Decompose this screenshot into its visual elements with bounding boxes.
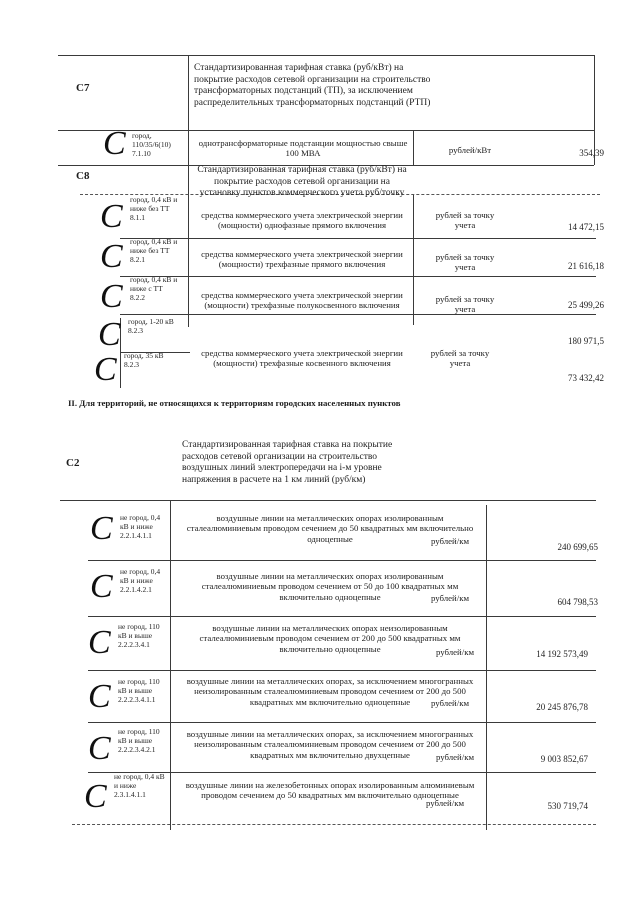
c-letter: С xyxy=(88,730,111,767)
rule-line xyxy=(120,238,596,239)
row-unit: рублей/км xyxy=(435,752,475,762)
row-value: 20 245 876,78 xyxy=(536,702,588,712)
row-unit: рублей за точку учета xyxy=(430,348,490,369)
rule-line xyxy=(120,276,596,277)
row-value: 354,39 xyxy=(579,148,604,158)
c-letter: С xyxy=(103,125,126,162)
row-unit: рублей/км xyxy=(435,647,475,657)
c-letter: С xyxy=(98,316,121,353)
rule-line xyxy=(88,670,596,671)
c-letter: С xyxy=(90,568,113,605)
row-description: воздушные линии на металлических опорах изолированным сталеалюминиевым проводом сечением от 50 до 100 квадратных мм включительно одноцепные xyxy=(201,571,459,602)
row-value: 73 432,42 xyxy=(568,373,604,383)
row-value: 180 971,5 xyxy=(568,336,604,346)
row-unit: рублей/км xyxy=(430,536,470,546)
rule-line xyxy=(170,500,171,830)
c-letter: С xyxy=(90,510,113,547)
rule-line xyxy=(88,616,596,617)
rule-line xyxy=(413,130,414,165)
section-code: С8 xyxy=(76,170,90,182)
c-letter: С xyxy=(100,238,123,275)
row-description: средства коммерческого учета электрической энергии (мощности) однофазные прямого включения xyxy=(201,210,403,231)
rule-line xyxy=(72,824,596,825)
row-value: 240 699,65 xyxy=(557,542,598,552)
rule-line xyxy=(120,314,596,315)
row-value: 14 472,15 xyxy=(568,222,604,232)
c-letter: С xyxy=(88,624,111,661)
section-heading: II. Для территорий, не относящихся к территориям городских населенных пунктов xyxy=(68,398,401,408)
row-description: средства коммерческого учета электрической энергии (мощности) трехфазные прямого включения xyxy=(201,249,403,270)
row-label: город, 0,4 кВ и ниже с ТТ 8.2.2 xyxy=(130,275,178,302)
row-value: 9 003 852,67 xyxy=(540,754,588,764)
row-label: город, 0,4 кВ и ниже без ТТ 8.2.1 xyxy=(130,237,178,264)
section-title: Стандартизированная тарифная ставка на покрытие расходов сетевой организации на строительство воздушных линий электропередачи на i-м уровне напряжения в расчете на 1 км линий (руб/км) xyxy=(182,440,393,485)
row-label: город, 110/35/6(10) 7.1.10 xyxy=(132,131,171,158)
section-code: С2 xyxy=(66,457,80,469)
c-letter: С xyxy=(100,198,123,235)
row-label: не город, 0,4 кВ и ниже 2.2.1.4.1.1 xyxy=(120,513,161,540)
row-label: город, 35 кВ 8.2.3 xyxy=(124,351,164,369)
section-title: Стандартизированная тарифная ставка (руб/кВт) на покрытие расходов сетевой организации на установку пунктов коммерческого учета руб/точку xyxy=(197,165,407,198)
row-description: воздушные линии на железобетонных опорах изолированным алюминиевым проводом сечением до 50 квадратных мм включительно одноцепные xyxy=(185,780,475,801)
c-letter: С xyxy=(100,278,123,315)
row-value: 25 499,26 xyxy=(568,300,604,310)
c-letter: С xyxy=(88,678,111,715)
row-description: средства коммерческого учета электрической энергии (мощности) трехфазные полукосвенного включения xyxy=(201,290,403,311)
section-code: С7 xyxy=(76,82,90,94)
row-label: не город, 110 кВ и выше 2.2.2.3.4.2.1 xyxy=(118,727,160,754)
row-label: не город, 110 кВ и выше 2.2.2.3.4.1.1 xyxy=(118,677,160,704)
c-letter: С xyxy=(94,351,117,388)
row-description: однотрансформаторные подстанции мощностью свыше 100 МВА xyxy=(198,138,408,159)
section-title: Стандартизированная тарифная ставка (руб/кВт) на покрытие расходов сетевой организации на строительство трансформаторных подстанций (ТП), за исключением распределительных трансформаторных подстанций (РТП) xyxy=(194,63,431,108)
c-letter: С xyxy=(84,778,107,815)
row-unit: рублей/км xyxy=(430,698,470,708)
row-description: воздушные линии на металлических опорах, за исключением многогранных неизолированным сталеалюминиевым проводом сечением от 200 до 500 квадратных мм включительно двухцепные xyxy=(186,729,474,760)
row-label: не город, 110 кВ и выше 2.2.2.3.4.1 xyxy=(118,622,160,649)
row-unit: рублей за точку учета xyxy=(435,252,495,273)
row-unit: рублей за точку учета xyxy=(435,210,495,231)
row-description: средства коммерческого учета электрической энергии (мощности) трехфазные косвенного включения xyxy=(201,348,403,369)
row-unit: рублей/км xyxy=(425,798,465,808)
row-label: город, 0,4 кВ и ниже без ТТ 8.1.1 xyxy=(130,195,178,222)
rule-line xyxy=(88,560,596,561)
row-description: воздушные линии на металлических опорах, за исключением многогранных неизолированным сталеалюминиевым проводом сечением от 200 до 500 квадратных мм включительно одноцепные xyxy=(186,676,474,707)
row-unit: рублей/кВт xyxy=(448,145,492,155)
rule-line xyxy=(413,195,414,325)
rule-line xyxy=(486,505,487,830)
rule-line xyxy=(58,55,594,56)
row-value: 21 616,18 xyxy=(568,261,604,271)
rule-line xyxy=(188,55,189,327)
rule-line xyxy=(88,722,596,723)
row-unit: рублей/км xyxy=(430,593,470,603)
row-value: 604 798,53 xyxy=(557,597,598,607)
row-description: воздушные линии на металлических опорах неизолированным сталеалюминиевым проводом сечением от 200 до 500 квадратных мм включительно одноцепные xyxy=(199,623,461,654)
row-label: не город, 0,4 кВ и ниже 2.3.1.4.1.1 xyxy=(114,772,165,799)
row-label: город, 1-20 кВ 8.2.3 xyxy=(128,317,174,335)
row-value: 14 192 573,49 xyxy=(536,649,588,659)
row-unit: рублей за точку учета xyxy=(435,294,495,315)
row-description: воздушные линии на металлических опорах изолированным сталеалюминиевым проводом сечением до 50 квадратных мм включительно одноцепные xyxy=(186,513,474,544)
row-value: 530 719,74 xyxy=(547,801,588,811)
rule-line xyxy=(60,500,596,501)
row-label: не город, 0,4 кВ и ниже 2.2.1.4.2.1 xyxy=(120,567,161,594)
